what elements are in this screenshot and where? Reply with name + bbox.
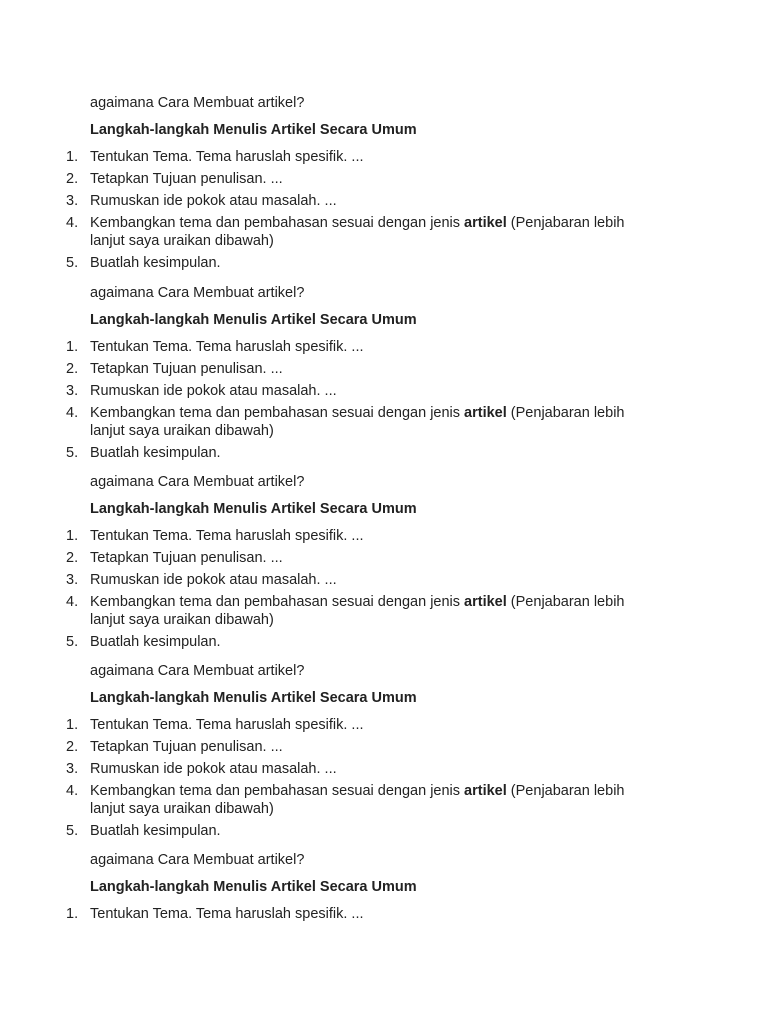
question-text: agaimana Cara Membuat artikel?	[90, 285, 305, 301]
list-item-text	[90, 214, 660, 250]
list-item	[0, 905, 660, 923]
steps-list	[0, 148, 768, 276]
list-item	[0, 382, 660, 400]
list-item-number: 3.	[66, 761, 79, 777]
steps-list	[0, 716, 768, 844]
list-item	[0, 782, 660, 818]
steps-list	[0, 527, 768, 655]
list-item-text: Buatlah kesimpulan.	[90, 634, 221, 650]
list-item-number: 2.	[66, 550, 79, 566]
section-heading: Langkah-langkah Menulis Artikel Secara Umum	[90, 501, 417, 517]
list-item-text	[90, 782, 660, 818]
list-item-text	[90, 404, 660, 440]
list-item-number: 5.	[66, 823, 79, 839]
section-heading: Langkah-langkah Menulis Artikel Secara Umum	[90, 122, 417, 138]
list-item-text	[90, 593, 660, 629]
list-item-number: 1.	[66, 149, 79, 165]
list-item-number: 4.	[66, 594, 79, 610]
list-item-text: Buatlah kesimpulan.	[90, 823, 221, 839]
list-item	[0, 571, 660, 589]
bold-keyword: artikel	[464, 783, 507, 799]
list-item	[0, 593, 660, 629]
list-item-text: Buatlah kesimpulan.	[90, 255, 221, 271]
question-text: agaimana Cara Membuat artikel?	[90, 663, 305, 679]
list-item	[0, 716, 660, 734]
list-item	[0, 170, 660, 188]
list-item	[0, 527, 660, 545]
list-item-number: 2.	[66, 171, 79, 187]
list-item-text: Tetapkan Tujuan penulisan. ...	[90, 550, 283, 566]
list-item-text-before: Kembangkan tema dan pembahasan sesuai dengan jenis	[90, 594, 465, 610]
list-item-text-after: (Penjabaran lebih lanjut saya uraikan dibawah)	[90, 594, 625, 628]
question-text: agaimana Cara Membuat artikel?	[90, 95, 305, 111]
list-item-number: 1.	[66, 339, 79, 355]
bold-keyword: artikel	[464, 215, 507, 231]
list-item-text-before: Kembangkan tema dan pembahasan sesuai dengan jenis	[90, 405, 465, 421]
list-item	[0, 444, 660, 462]
list-item-number: 4.	[66, 215, 79, 231]
list-item	[0, 760, 660, 778]
list-item-text: Tentukan Tema. Tema haruslah spesifik. ...	[90, 149, 364, 165]
list-item	[0, 214, 660, 250]
list-item-number: 3.	[66, 193, 79, 209]
steps-list	[0, 905, 768, 927]
list-item-number: 3.	[66, 383, 79, 399]
list-item-text: Tetapkan Tujuan penulisan. ...	[90, 171, 283, 187]
list-item-text: Tentukan Tema. Tema haruslah spesifik. ...	[90, 906, 364, 922]
section-heading: Langkah-langkah Menulis Artikel Secara Umum	[90, 312, 417, 328]
question-text: agaimana Cara Membuat artikel?	[90, 852, 305, 868]
list-item-text-after: (Penjabaran lebih lanjut saya uraikan dibawah)	[90, 215, 625, 249]
list-item-text-after: (Penjabaran lebih lanjut saya uraikan dibawah)	[90, 405, 625, 439]
list-item-text: Tentukan Tema. Tema haruslah spesifik. ...	[90, 717, 364, 733]
list-item-number: 1.	[66, 717, 79, 733]
list-item-number: 5.	[66, 445, 79, 461]
list-item-number: 4.	[66, 783, 79, 799]
list-item-number: 3.	[66, 572, 79, 588]
list-item-number: 1.	[66, 528, 79, 544]
list-item	[0, 738, 660, 756]
list-item	[0, 148, 660, 166]
list-item-text-before: Kembangkan tema dan pembahasan sesuai dengan jenis	[90, 215, 465, 231]
list-item-text: Tentukan Tema. Tema haruslah spesifik. ...	[90, 339, 364, 355]
list-item-text-before: Kembangkan tema dan pembahasan sesuai dengan jenis	[90, 783, 465, 799]
list-item-text: Tetapkan Tujuan penulisan. ...	[90, 361, 283, 377]
list-item-text: Rumuskan ide pokok atau masalah. ...	[90, 383, 337, 399]
bold-keyword: artikel	[464, 594, 507, 610]
list-item-text: Rumuskan ide pokok atau masalah. ...	[90, 193, 337, 209]
steps-list	[0, 338, 768, 466]
list-item	[0, 549, 660, 567]
section-heading: Langkah-langkah Menulis Artikel Secara Umum	[90, 879, 417, 895]
list-item	[0, 254, 660, 272]
list-item	[0, 633, 660, 651]
bold-keyword: artikel	[464, 405, 507, 421]
list-item-number: 1.	[66, 906, 79, 922]
list-item-text: Rumuskan ide pokok atau masalah. ...	[90, 572, 337, 588]
list-item-number: 2.	[66, 739, 79, 755]
list-item	[0, 404, 660, 440]
list-item	[0, 192, 660, 210]
list-item	[0, 338, 660, 356]
list-item-text: Tentukan Tema. Tema haruslah spesifik. ...	[90, 528, 364, 544]
list-item-number: 2.	[66, 361, 79, 377]
list-item	[0, 822, 660, 840]
list-item-text: Buatlah kesimpulan.	[90, 445, 221, 461]
list-item-text: Tetapkan Tujuan penulisan. ...	[90, 739, 283, 755]
list-item-text-after: (Penjabaran lebih lanjut saya uraikan dibawah)	[90, 783, 625, 817]
list-item-text: Rumuskan ide pokok atau masalah. ...	[90, 761, 337, 777]
question-text: agaimana Cara Membuat artikel?	[90, 474, 305, 490]
list-item	[0, 360, 660, 378]
list-item-number: 4.	[66, 405, 79, 421]
list-item-number: 5.	[66, 634, 79, 650]
section-heading: Langkah-langkah Menulis Artikel Secara Umum	[90, 690, 417, 706]
list-item-number: 5.	[66, 255, 79, 271]
